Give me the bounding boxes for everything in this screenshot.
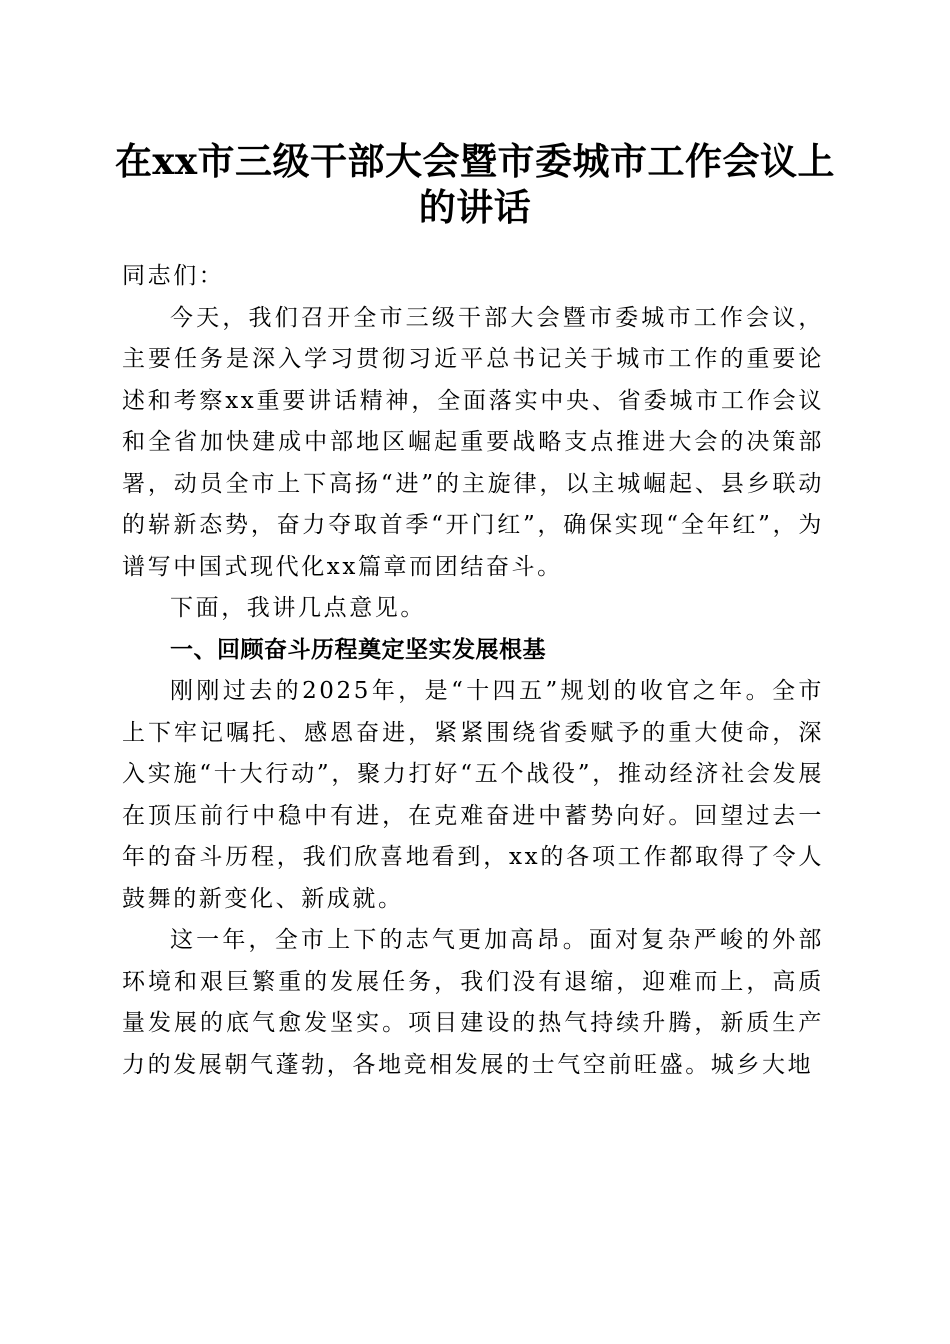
title-line-1: 在xx市三级干部大会暨市委城市工作会议上 <box>114 139 836 183</box>
paragraph: 刚刚过去的2025年，是“十四五”规划的收官之年。全市上下牢记嘱托、感恩奋进，紧紧围绕省委赋予的重大使命，深入实施“十大行动”，聚力打好“五个战役”，推动经济社会发展在顶压前行中稳中有进，在克难奋进中蓄势向好。回望过去一年的奋斗历程，我们欣喜地看到，xx的各项工作都取得了令人鼓舞的新变化、新成就。 <box>122 678 824 912</box>
paragraph-transition: 下面，我讲几点意见。 <box>170 595 426 621</box>
title-line-2: 的讲话 <box>418 185 532 229</box>
document-body <box>122 256 824 1086</box>
paragraph-intro: 今天，我们召开全市三级干部大会暨市委城市工作会议，主要任务是深入学习贯彻习近平总书记关于城市工作的重要论述和考察xx重要讲话精神，全面落实中央、省委城市工作会议和全省加快建成中部地区崛起重要战略支点推进大会的决策部署，动员全市上下高扬“进”的主旋律，以主城崛起、县乡联动的崭新态势，奋力夺取首季“开门红”，确保实现“全年红”，为谱写中国式现代化xx篇章而团结奋斗。 <box>122 304 824 580</box>
page-title <box>110 138 840 230</box>
paragraph: 这一年，全市上下的志气更加高昂。面对复杂严峻的外部环境和艰巨繁重的发展任务，我们没有退缩，迎难而上，高质量发展的底气愈发坚实。项目建设的热气持续升腾，新质生产力的发展朝气蓬勃，各地竞相发展的士气空前旺盛。城乡大地 <box>122 927 824 1078</box>
salutation: 同志们： <box>122 263 225 289</box>
section-heading: 一、回顾奋斗历程奠定坚实发展根基 <box>170 636 546 663</box>
